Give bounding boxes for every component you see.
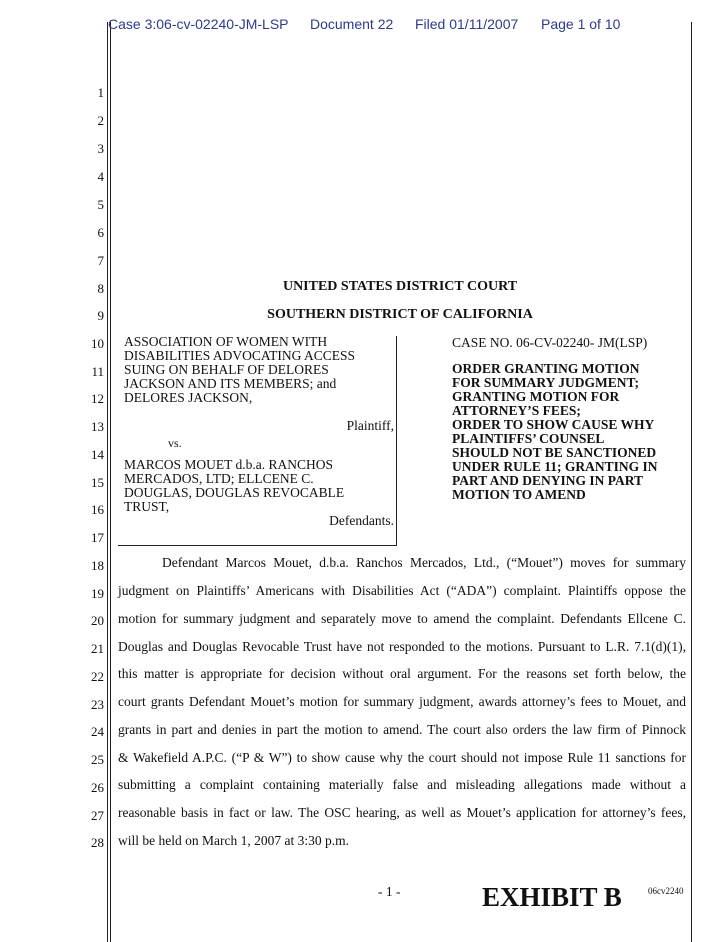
case-number: CASE NO. 06-CV-02240- JM(LSP): [452, 335, 648, 350]
defendant-name-line: MERCADOS, LTD; ELLCENE C.: [124, 471, 314, 486]
defendant-role: Defendants.: [329, 513, 394, 528]
order-title-line: MOTION TO AMEND: [452, 487, 586, 502]
line-number: 28: [91, 835, 104, 850]
plaintiff-role: Plaintiff,: [346, 418, 394, 433]
body-line: court grants Defendant Mouet’s motion for summary judgment, awards attorney’s fees to Mouet, and: [118, 694, 686, 709]
left-margin-rule-outer: [107, 22, 108, 942]
line-number: 18: [91, 558, 104, 573]
plaintiff-name-line: ASSOCIATION OF WOMEN WITH: [124, 334, 328, 349]
footer-page-number: - 1 -: [378, 884, 401, 899]
line-number: 25: [91, 752, 104, 767]
order-title-line: ORDER TO SHOW CAUSE WHY: [452, 417, 655, 432]
line-number: 4: [97, 169, 104, 184]
line-number: 19: [91, 586, 104, 601]
body-line: this matter is appropriate for decision without oral argument. For the reasons set forth below, the: [118, 666, 686, 681]
line-number: 13: [91, 419, 104, 434]
line-number: 15: [91, 475, 104, 490]
line-number: 27: [91, 808, 104, 823]
line-number: 5: [97, 197, 104, 212]
line-number: 9: [97, 308, 104, 323]
versus: vs.: [168, 436, 182, 450]
line-number: 11: [91, 364, 104, 379]
body-line: & Wakefield A.P.C. (“P & W”) to show cause why the court should not impose Rule 11 sanctions for: [118, 750, 686, 765]
line-number: 26: [91, 780, 104, 795]
line-number: 8: [97, 281, 104, 296]
footer-document-code: 06cv2240: [648, 886, 684, 896]
caption-divider-horizontal: [118, 545, 397, 546]
court-name: UNITED STATES DISTRICT COURT: [282, 279, 518, 294]
line-number: 12: [91, 391, 104, 406]
plaintiff-name-line: SUING ON BEHALF OF DELORES: [124, 362, 329, 377]
order-title-line: ORDER GRANTING MOTION: [452, 361, 640, 376]
line-number: 2: [97, 113, 104, 128]
body-line: Defendant Marcos Mouet, d.b.a. Ranchos Mercados, Ltd., (“Mouet”) moves for summary: [162, 555, 686, 570]
line-number: 3: [97, 141, 104, 156]
order-title-line: GRANTING MOTION FOR: [452, 389, 620, 404]
line-number: 21: [91, 641, 104, 656]
defendant-name-line: TRUST,: [124, 499, 170, 514]
body-line: grants in part and denies in part the motion to amend. The court also orders the law firm of Pinnock: [118, 722, 686, 737]
header-page-count: Page 1 of 10: [541, 16, 621, 32]
line-number: 22: [91, 669, 104, 684]
line-number: 24: [91, 724, 104, 739]
line-number: 23: [91, 697, 104, 712]
caption-divider-vertical: [396, 336, 397, 545]
exhibit-label: EXHIBIT B: [482, 882, 622, 912]
order-title-line: PART AND DENYING IN PART: [452, 473, 644, 488]
line-number: 10: [91, 336, 104, 351]
defendant-name-line: DOUGLAS, DOUGLAS REVOCABLE: [124, 485, 345, 500]
order-title-line: FOR SUMMARY JUDGMENT;: [452, 375, 640, 390]
header-document: Document 22: [310, 16, 394, 32]
order-title-line: SHOULD NOT BE SANCTIONED: [452, 445, 657, 460]
line-number: 7: [97, 253, 104, 268]
order-title-line: UNDER RULE 11; GRANTING IN: [452, 459, 658, 474]
body-line: Douglas and Douglas Revocable Trust have not responded to the motions. Pursuant to L.R. 7.1(d)(1),: [118, 639, 686, 654]
line-number: 20: [91, 613, 104, 628]
line-number: 16: [91, 502, 104, 517]
defendant-name-line: MARCOS MOUET d.b.a. RANCHOS: [124, 457, 334, 472]
plaintiff-name-line: JACKSON AND ITS MEMBERS; and: [124, 376, 337, 391]
plaintiff-name-line: DELORES JACKSON,: [124, 390, 253, 405]
body-line: submitting a complaint containing materially false and misleading allegations made without a: [118, 777, 686, 792]
left-margin-rule-inner: [110, 22, 111, 942]
plaintiff-name-line: DISABILITIES ADVOCATING ACCESS: [124, 348, 356, 363]
line-number: 14: [91, 447, 104, 462]
order-title-line: ATTORNEY’S FEES;: [452, 403, 581, 418]
order-title: [452, 362, 692, 502]
line-number: 6: [97, 225, 104, 240]
line-number: 1: [97, 85, 104, 100]
header-filed-date: Filed 01/11/2007: [415, 16, 519, 32]
case-caption-parties: [124, 335, 394, 528]
body-line: motion for summary judgment and separately move to amend the complaint. Defendants Ellcene C.: [118, 611, 686, 626]
court-district: SOUTHERN DISTRICT OF CALIFORNIA: [267, 307, 533, 322]
body-line: judgment on Plaintiffs’ Americans with Disabilities Act (“ADA”) complaint. Plaintiffs oppose the: [118, 583, 686, 598]
header-case-number: Case 3:06-cv-02240-JM-LSP: [108, 16, 289, 32]
body-line: will be held on March 1, 2007 at 3:30 p.m.: [118, 833, 349, 848]
order-title-line: PLAINTIFFS’ COUNSEL: [452, 431, 605, 446]
line-number: 17: [91, 530, 104, 545]
body-line: reasonable basis in fact or law. The OSC hearing, as well as Mouet’s application for attorney’s fees,: [118, 805, 686, 820]
